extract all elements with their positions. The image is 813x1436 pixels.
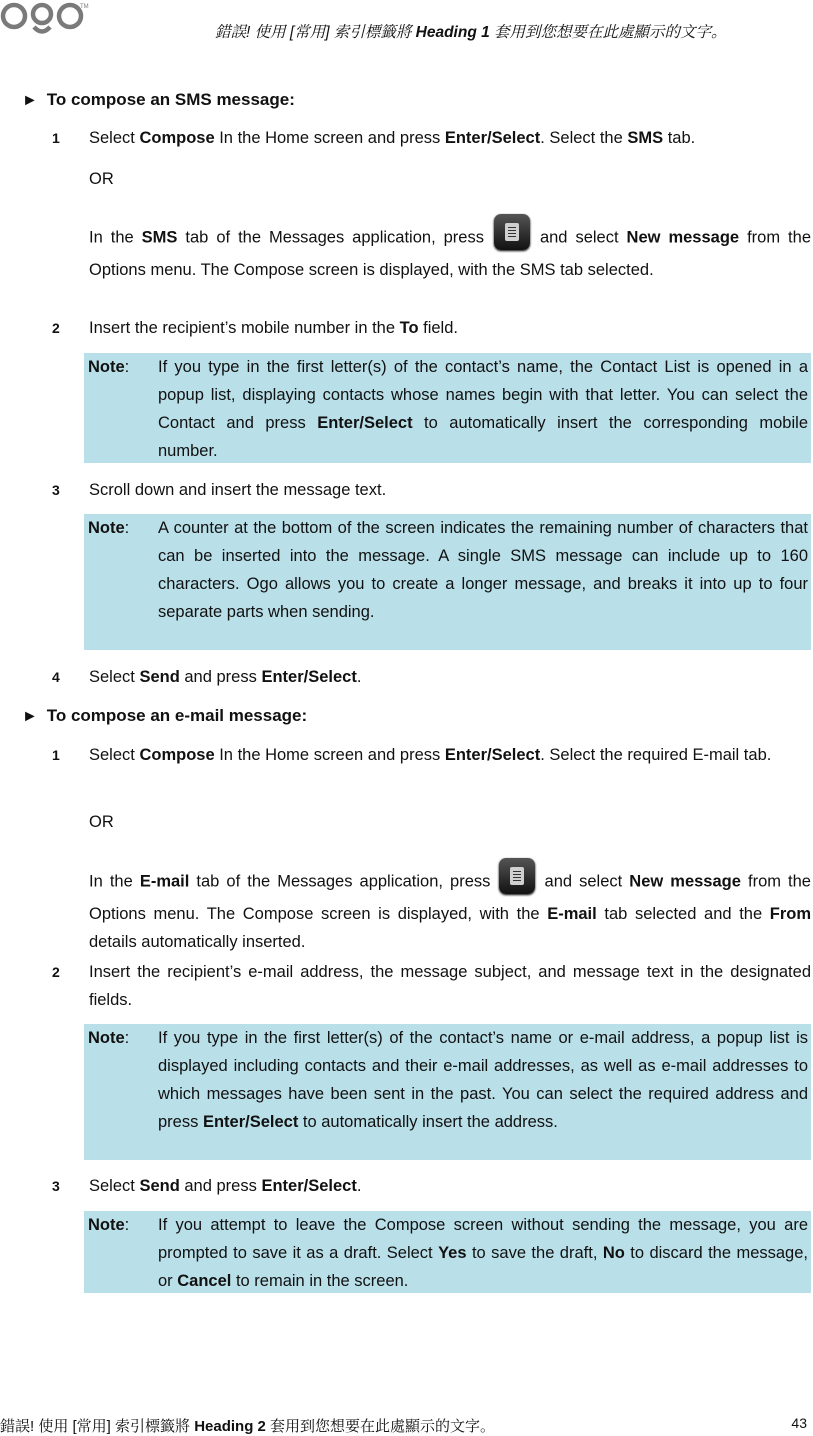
note-label: Note: — [88, 519, 130, 537]
step-number: 3 — [52, 1178, 60, 1194]
options-menu-icon — [494, 214, 530, 250]
step-number: 4 — [52, 669, 60, 685]
ogo-logo — [0, 0, 90, 40]
note-box — [84, 514, 811, 650]
step-number: 1 — [52, 747, 60, 763]
step-text: Scroll down and insert the message text. — [89, 481, 387, 499]
or-text: OR — [89, 170, 114, 188]
note-label: Note: — [88, 1216, 130, 1234]
page-number: 43 — [791, 1415, 807, 1431]
note-box — [84, 353, 811, 463]
running-header: 錯誤! 使用 [常用] 索引標籤將 Heading 1 套用到您想要在此處顯示的文字。 — [215, 24, 727, 41]
step-number: 2 — [52, 964, 60, 980]
step-number: 2 — [52, 320, 60, 336]
note-text: If you type in the first letter(s) of the contact’s name, the Contact List is opened in a popup list, displaying contacts whose names begin with that letter. You can select the Contact and press Enter/Select to automatically insert the corresponding mobile number. — [158, 358, 808, 460]
note-text: A counter at the bottom of the screen indicates the remaining number of characters that can be inserted into the message. A single SMS message can include up to 160 characters. Ogo allows you to create a longer message, and breaks it into up to four separate parts when sending. — [158, 519, 808, 621]
note-label: Note: — [88, 358, 130, 376]
step-number: 3 — [52, 482, 60, 498]
options-menu-icon — [499, 858, 535, 894]
step-number: 1 — [52, 130, 60, 146]
step-text: In the SMS tab of the Messages application, press and select New message from the Options menu. The Compose screen is displayed, with the SMS tab selected. — [89, 220, 811, 284]
note-text: If you attempt to leave the Compose screen without sending the message, you are prompted to save it as a draft. Select Yes to save the draft, No to discard the message, or Cancel to remain in the screen. — [158, 1216, 808, 1290]
step-text: Select Compose In the Home screen and press Enter/Select. Select the required E-mail tab. — [89, 746, 772, 764]
step-text: Select Compose In the Home screen and press Enter/Select. Select the SMS tab. — [89, 129, 696, 147]
note-box — [84, 1211, 811, 1293]
step-text: Insert the recipient’s e-mail address, the message subject, and message text in the designated fields. — [89, 963, 811, 1009]
note-label: Note: — [88, 1029, 130, 1047]
svg-text:TM: TM — [80, 4, 89, 10]
step-text: Insert the recipient’s mobile number in the To field. — [89, 319, 458, 337]
bullet-arrow-icon: ► — [22, 708, 38, 725]
or-text: OR — [89, 813, 114, 831]
step-text: Select Send and press Enter/Select. — [89, 668, 362, 686]
step-text: In the E-mail tab of the Messages application, press and select New message from the Options menu. The Compose screen is displayed, with the E-mail tab selected and the From details automatically inserted. — [89, 864, 811, 956]
section-heading-sms: ► To compose an SMS message: — [22, 90, 295, 109]
note-text: If you type in the first letter(s) of the contact’s name or e-mail address, a popup list is displayed including contacts and their e-mail addresses, as well as e-mail addresses to which messages have been sent in the past. You can select the required address and press Enter/Select to automatically insert the address. — [158, 1029, 808, 1131]
section-heading-email: ► To compose an e-mail message: — [22, 706, 308, 725]
note-box — [84, 1024, 811, 1160]
step-text: Select Send and press Enter/Select. — [89, 1177, 362, 1195]
running-footer: 錯誤! 使用 [常用] 索引標籤將 Heading 2 套用到您想要在此處顯示的文字。 — [0, 1418, 496, 1435]
bullet-arrow-icon: ► — [22, 92, 38, 109]
